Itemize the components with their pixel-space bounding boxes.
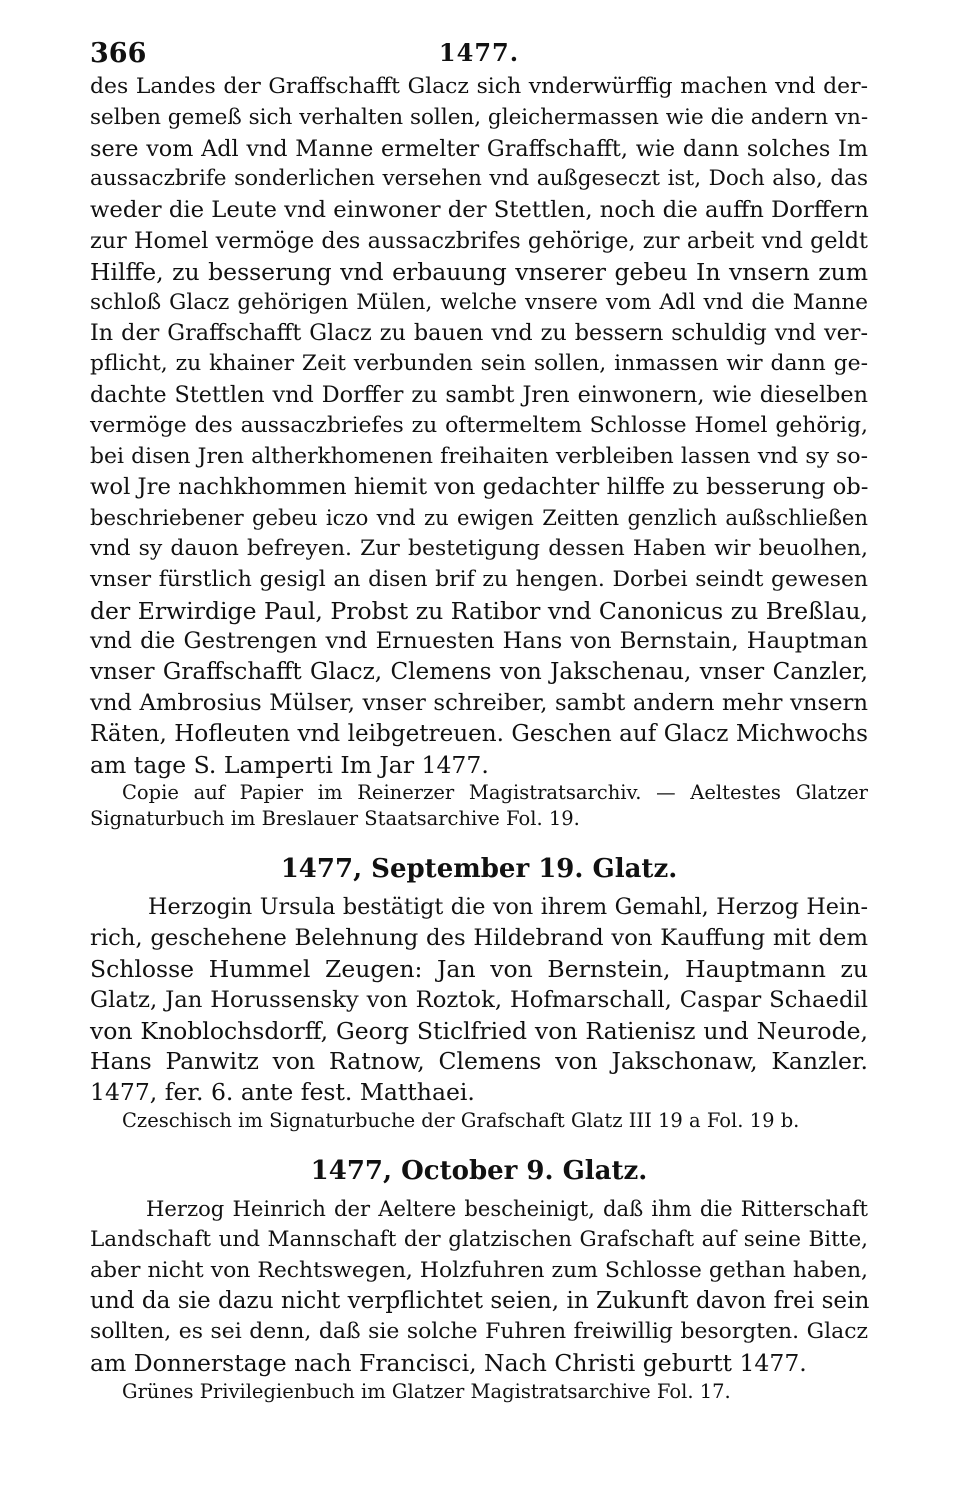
text-line: aussaczbrife sonderlichen versehen vnd außgeseczt ist, Doch also, das [90,166,868,192]
text-line: sollten, es sei denn, daß sie solche Fuhren freiwillig besorgten. Glacz [90,1319,868,1345]
text-line: zur Homel vermöge des aussaczbrifes gehörige, zur arbeit vnd geldt [90,227,868,254]
regest-entry [90,1194,868,1405]
text-line: aber nicht von Rechtswegen, Holzfuhren zum Schlosse gethan haben, [90,1257,868,1283]
text-line: Hans Panwitz von Ratnow, Clemens von Jakschonaw, Kanzler. [90,1047,868,1076]
source-note: Czeschisch im Signaturbuche der Grafschaft Glatz III 19 a Fol. 19 b. [122,1108,800,1132]
text-line: schloß Glacz gehörigen Mülen, welche vnsere vom Adl vnd die Manne [90,289,868,315]
text-line: am Donnerstage nach Francisci, Nach Christi geburtt 1477. [90,1348,807,1377]
continued-document [90,72,868,832]
text-line: bei disen Jren altherkhomenen freihaiten verbleiben lassen vnd sy so- [90,443,868,469]
text-line: Landschaft und Mannschaft der glatzischen Grafschaft auf seine Bitte, [90,1226,868,1252]
text-line: der Erwirdige Paul, Probst zu Ratibor vnd Canonicus zu Breßlau, [90,596,868,625]
text-line: Glatz, Jan Horussensky von Roztok, Hofmarschall, Caspar Schaedil [90,986,868,1013]
text-line: am tage S. Lamperti Im Jar 1477. [90,750,489,779]
text-line: Herzog Heinrich der Aeltere bescheinigt, daß ihm die Ritterschaft [146,1195,868,1221]
text-line: weder die Leute vnd einwoner der Stettlen, noch die auffn Dorffern [90,197,869,224]
text-line: des Landes der Graffschafft Glacz sich vnderwürffig machen vnd der- [90,74,868,99]
text-line: beschriebener gebeu iczo vnd zu ewigen Zeitten genzlich außschließen [90,505,868,531]
page-header [90,28,868,72]
section-heading: 1477, September 19. Glatz. [280,854,678,885]
text-line: vnser Graffschafft Glacz, Clemens von Jakschenau, vnser Canzler, [90,659,868,686]
text-line: Herzogin Ursula bestätigt die von ihrem Gemahl, Herzog Hein- [148,894,868,921]
section-heading: 1477, October 9. Glatz. [310,1155,648,1186]
text-line: vermöge des aussaczbriefes zu oftermeltem Schlosse Homel gehörig, [90,412,868,438]
text-line: vnd die Gestrengen vnd Ernuesten Hans von Bernstain, Hauptman [90,628,868,655]
text-line: und da sie dazu nicht verpflichtet seien, in Zukunft davon frei sein [90,1288,870,1315]
text-line: selben gemeß sich verhalten sollen, gleichermassen wie die andern vn- [90,104,869,130]
source-note: Signaturbuch im Breslauer Staatsarchive Fol. 19. [90,807,580,831]
text-line: rich, geschehene Belehnung des Hildebrand von Kauffung mit dem [90,925,868,952]
text-line: von Knoblochsdorff, Georg Sticlfried von Ratienisz und Neurode, [90,1016,868,1045]
text-line: dachte Stettlen vnd Dorffer zu sambt Jren einwonern, wie dieselben [90,381,868,408]
page-number: 366 [90,38,147,69]
text-line: pflicht, zu khainer Zeit verbunden sein sollen, inmassen wir dann ge- [90,351,868,377]
text-line: vnd sy dauon befreyen. Zur bestetigung dessen Haben wir beuolhen, [90,535,868,561]
text-line: In der Graffschafft Glacz zu bauen vnd zu bessern schuldig vnd ver- [90,320,868,347]
text-line: sere vom Adl vnd Manne ermelter Graffschafft, wie dann solches Im [90,135,868,162]
source-note: Copie auf Papier im Reinerzer Magistratsarchiv. — Aeltestes Glatzer [122,781,868,805]
text-line: wol Jre nachkhommen hiemit von gedachter hilffe zu besserung ob- [90,474,869,501]
text-line: Räten, Hofleuten vnd leibgetreuen. Geschen auf Glacz Michwochs [90,720,868,747]
text-line: Hilffe, zu besserung vnd erbauung vnserer gebeu In vnsern zum [90,257,868,286]
text-line: 1477, fer. 6. ante fest. Matthaei. [90,1078,475,1107]
regest-entry [90,892,868,1134]
text-line: Schlosse Hummel Zeugen: Jan von Bernstein, Hauptmann zu [90,954,868,983]
text-line: vnd Ambrosius Mülser, vnser schreiber, sambt andern mehr vnsern [90,689,868,716]
text-line: vnser fürstlich gesigl an disen brif zu hengen. Dorbei seindt gewesen [90,566,868,592]
running-head: 1477. [438,38,520,67]
page [90,28,868,1405]
source-note: Grünes Privilegienbuch im Glatzer Magistratsarchive Fol. 17. [122,1379,731,1403]
